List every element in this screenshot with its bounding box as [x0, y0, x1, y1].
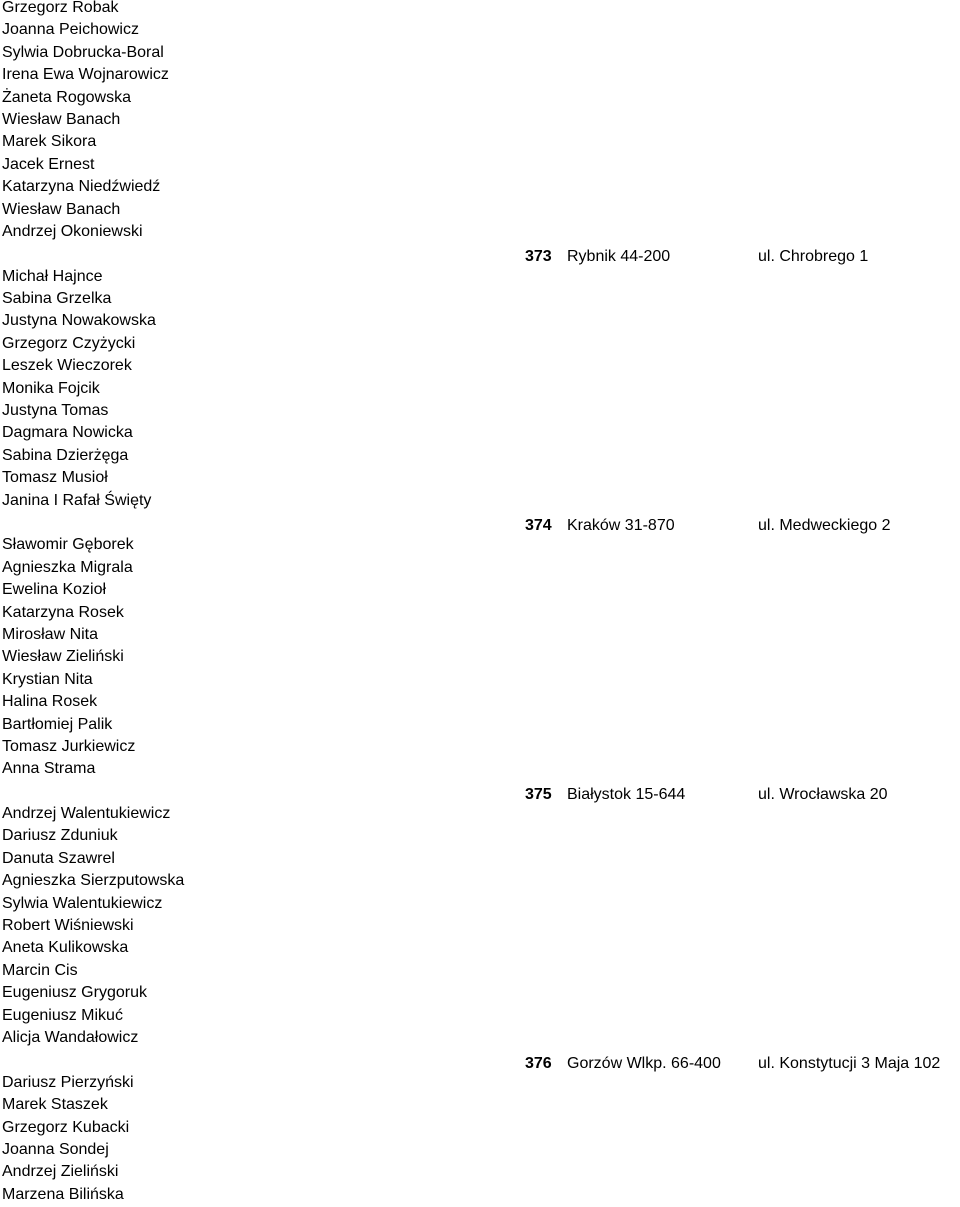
person-name: Wiesław Banach — [2, 110, 121, 128]
person-name: Andrzej Zieliński — [2, 1163, 119, 1181]
person-name: Danuta Szawrel — [2, 849, 115, 867]
person-name: Sylwia Walentukiewicz — [2, 894, 163, 912]
person-name: Aneta Kulikowska — [2, 939, 129, 957]
person-name: Agnieszka Migrala — [2, 558, 133, 576]
person-name: Grzegorz Kubacki — [2, 1118, 130, 1136]
entry-street: ul. Konstytucji 3 Maja 102 — [758, 1055, 941, 1072]
person-name: Katarzyna Niedźwiedź — [2, 178, 161, 196]
person-name: Marcin Cis — [2, 961, 78, 979]
person-name: Robert Wiśniewski — [2, 917, 134, 935]
person-name: Tomasz Musioł — [2, 469, 108, 487]
person-name: Katarzyna Rosek — [2, 603, 124, 621]
person-name: Mirosław Nita — [2, 625, 99, 643]
person-name: Jacek Ernest — [2, 155, 95, 173]
person-name: Sylwia Dobrucka-Boral — [2, 43, 164, 61]
person-name: Dariusz Pierzyński — [2, 1073, 134, 1091]
person-name: Alicja Wandałowicz — [2, 1028, 139, 1046]
group-spacer — [2, 781, 502, 803]
group-spacer — [2, 512, 502, 534]
entry-number: 374 — [525, 517, 552, 534]
person-name: Agnieszka Sierzputowska — [2, 872, 185, 890]
group-spacer — [2, 1049, 502, 1071]
person-name: Joanna Sondej — [2, 1140, 109, 1158]
person-name: Andrzej Okoniewski — [2, 222, 143, 240]
person-name: Marek Sikora — [2, 133, 97, 151]
person-name: Grzegorz Czyżycki — [2, 334, 136, 352]
names-column — [2, 0, 502, 1206]
entry-city: Rybnik 44-200 — [567, 248, 671, 265]
person-name: Dariusz Zduniuk — [2, 827, 118, 845]
person-name: Marzena Bilińska — [2, 1185, 124, 1203]
entry-number: 375 — [525, 786, 552, 803]
person-name: Joanna Peichowicz — [2, 21, 139, 39]
person-name: Monika Fojcik — [2, 379, 100, 397]
entry-city: Kraków 31-870 — [567, 517, 675, 534]
person-name: Justyna Nowakowska — [2, 312, 156, 330]
entry-street: ul. Wrocławska 20 — [758, 786, 888, 803]
person-name: Janina I Rafał Święty — [2, 491, 152, 509]
person-name: Bartłomiej Palik — [2, 715, 113, 733]
entry-number: 376 — [525, 1055, 552, 1072]
person-name: Żaneta Rogowska — [2, 88, 131, 106]
person-name: Krystian Nita — [2, 670, 93, 688]
person-name: Dagmara Nowicka — [2, 424, 133, 442]
person-name: Justyna Tomas — [2, 402, 109, 420]
entry-city: Białystok 15-644 — [567, 786, 686, 803]
entry-number: 373 — [525, 248, 552, 265]
entry-street: ul. Medweckiego 2 — [758, 517, 891, 534]
group-spacer — [2, 243, 502, 265]
person-name: Sabina Grzelka — [2, 290, 112, 308]
person-name: Wiesław Zieliński — [2, 648, 124, 666]
person-name: Wiesław Banach — [2, 200, 121, 218]
person-name: Grzegorz Robak — [2, 0, 119, 16]
person-name: Tomasz Jurkiewicz — [2, 737, 136, 755]
person-name: Halina Rosek — [2, 693, 98, 711]
person-name: Eugeniusz Grygoruk — [2, 984, 147, 1002]
person-name: Irena Ewa Wojnarowicz — [2, 66, 169, 84]
entry-city: Gorzów Wlkp. 66-400 — [567, 1055, 721, 1072]
person-name: Marek Staszek — [2, 1096, 108, 1114]
person-name: Michał Hajnce — [2, 267, 103, 285]
entry-street: ul. Chrobrego 1 — [758, 248, 869, 265]
person-name: Ewelina Kozioł — [2, 581, 107, 599]
person-name: Anna Strama — [2, 760, 96, 778]
person-name: Leszek Wieczorek — [2, 357, 132, 375]
person-name: Sławomir Gęborek — [2, 536, 134, 554]
person-name: Sabina Dzierżęga — [2, 446, 129, 464]
person-name: Andrzej Walentukiewicz — [2, 805, 171, 823]
person-name: Eugeniusz Mikuć — [2, 1006, 123, 1024]
